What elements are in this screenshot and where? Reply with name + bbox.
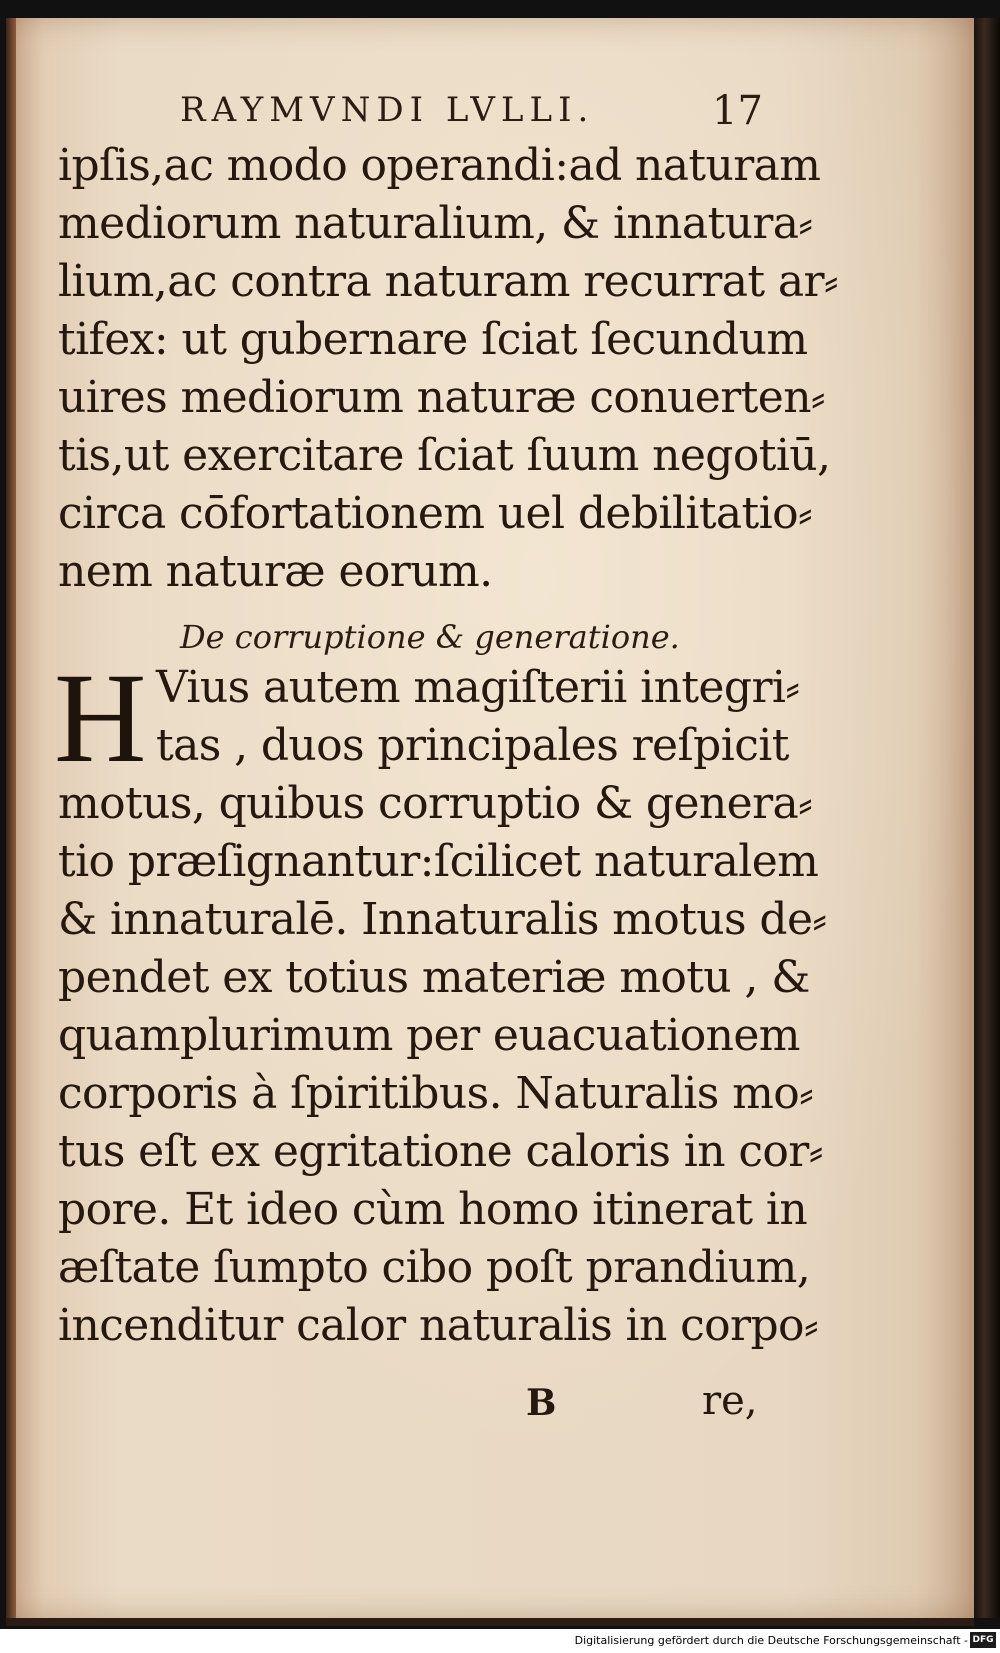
drop-initial: H bbox=[54, 647, 147, 789]
text-line: corporis à ſpiritibus. Naturalis mo⸗ bbox=[58, 1068, 814, 1119]
text-line: mediorum naturalium, & innatura⸗ bbox=[58, 198, 813, 249]
text-line: quamplurimum per euacuationem bbox=[58, 1010, 800, 1061]
text-line: nem naturæ eorum. bbox=[58, 546, 493, 597]
folio-number: 17 bbox=[712, 88, 763, 134]
text-line: incenditur calor naturalis in corpo⸗ bbox=[58, 1300, 819, 1351]
book-edge bbox=[974, 18, 1000, 1618]
text-line: tio præſignantur:ſcilicet naturalem bbox=[58, 836, 819, 887]
running-head: RAYMVNDI LVLLI. bbox=[180, 90, 595, 130]
signature-mark: B bbox=[526, 1382, 557, 1424]
dfg-logo: DFG bbox=[970, 1632, 996, 1648]
text-line: & innaturalē. Innaturalis motus de⸗ bbox=[58, 894, 827, 945]
section-heading: De corruptione & generatione. bbox=[180, 618, 680, 656]
digitization-credit: Digitalisierung gefördert durch die Deutsche Forschungsgemeinschaft - bbox=[574, 1634, 968, 1647]
text-line: circa cōfortationem uel debilitatio⸗ bbox=[58, 488, 813, 539]
catchword: re, bbox=[702, 1378, 758, 1424]
text-line: uires mediorum naturæ conuerten⸗ bbox=[58, 372, 825, 423]
text-line: Vius autem magiſterii integri⸗ bbox=[156, 662, 800, 713]
text-line: motus, quibus corruptio & genera⸗ bbox=[58, 778, 813, 829]
text-line: æſtate ſumpto cibo poſt prandium, bbox=[58, 1242, 811, 1293]
text-line: tis,ut exercitare ſciat ſuum negotiū, bbox=[58, 430, 831, 481]
text-line: tas , duos principales reſpicit bbox=[156, 720, 789, 771]
text-line: lium,ac contra naturam recurrat ar⸗ bbox=[58, 256, 838, 307]
book-page bbox=[6, 18, 974, 1626]
text-line: pendet ex totius materiæ motu , & bbox=[58, 952, 810, 1003]
text-line: ipſis,ac modo operandi:ad naturam bbox=[58, 140, 821, 191]
text-line: tifex: ut gubernare ſciat ſecundum bbox=[58, 314, 808, 365]
text-line: tus eſt ex egritatione caloris in cor⸗ bbox=[58, 1126, 823, 1177]
text-line: pore. Et ideo cùm homo itinerat in bbox=[58, 1184, 808, 1235]
